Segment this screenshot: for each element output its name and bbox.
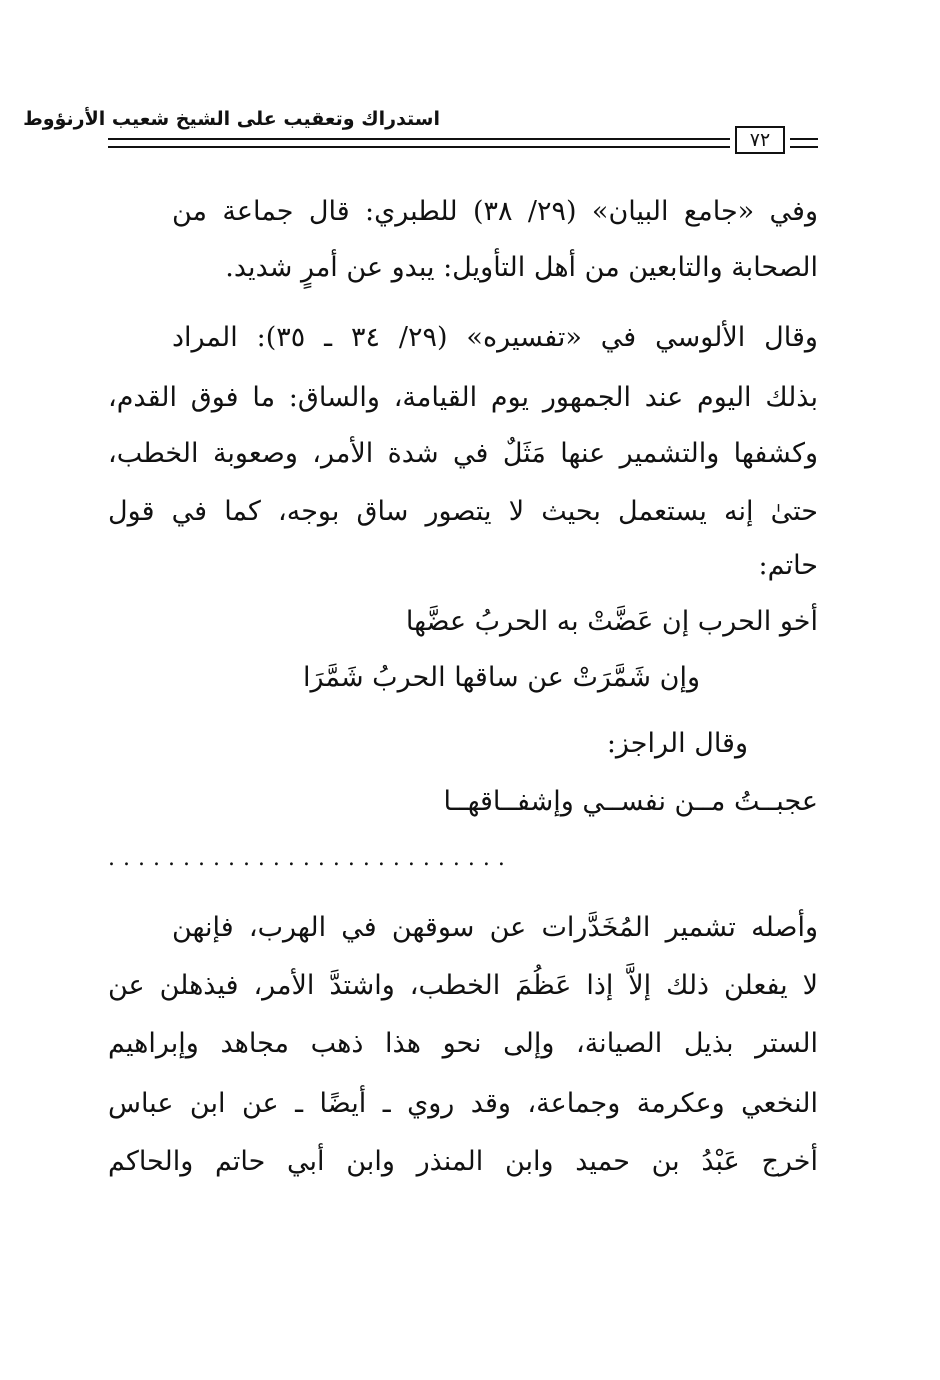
text-line: حتىٰ إنه يستعمل بحيث لا يتصور ساق بوجه، كما في قول — [108, 496, 818, 527]
text-line: النخعي وعكرمة وجماعة، وقد روي ـ أيضًا ـ عن ابن عباس — [108, 1088, 818, 1119]
header-rule-top — [108, 138, 730, 140]
verse-line-second-hemistich: وإن شَمَّرَتْ عن ساقها الحربُ شَمَّرَا — [302, 662, 700, 693]
ellipsis-dots: ........................... — [108, 846, 513, 871]
header-rule-right-bottom — [790, 146, 818, 148]
verse-line-rajiz: عجبــتُ مــن نفســي وإشفــاقهــا — [443, 786, 818, 817]
text-line: أخرج عَبْدُ بن حميد وابن المنذر وابن أبي حاتم والحاكم — [108, 1146, 818, 1177]
running-header-title: استدراك وتعقيب على الشيخ شعيب الأرنؤوط — [23, 108, 440, 130]
text-line: حاتم: — [758, 550, 818, 581]
header-rule-bottom — [108, 146, 730, 148]
text-line: وأصله تشمير المُخَدَّرات عن سوقهن في الهرب، فإنهن — [172, 912, 818, 943]
text-line: الصحابة والتابعين من أهل التأويل: يبدو عن أمرٍ شديد. — [225, 252, 818, 283]
rajiz-intro: وقال الراجز: — [606, 728, 748, 759]
text-line: لا يفعلن ذلك إلاَّ إذا عَظُمَ الخطب، واشتدَّ الأمر، فيذهلن عن — [108, 970, 818, 1001]
text-line: وفي «جامع البيان» (٢٩/ ٣٨) للطبري: قال جماعة من — [172, 196, 818, 227]
text-line: بذلك اليوم عند الجمهور يوم القيامة، والساق: ما فوق القدم، — [108, 382, 818, 413]
text-line: وقال الألوسي في «تفسيره» (٢٩/ ٣٤ ـ ٣٥): المراد — [172, 322, 818, 353]
text-line: الستر بذيل الصيانة، وإلى نحو هذا ذهب مجاهد وإبراهيم — [108, 1028, 818, 1059]
header-rule-right-top — [790, 138, 818, 140]
verse-line-first-hemistich: أخو الحرب إن عَضَّتْ به الحربُ عضَّها — [405, 606, 818, 637]
page-number-box: ٧٢ — [735, 126, 785, 154]
text-line: وكشفها والتشمير عنها مَثَلٌ في شدة الأمر، وصعوبة الخطب، — [108, 438, 818, 469]
